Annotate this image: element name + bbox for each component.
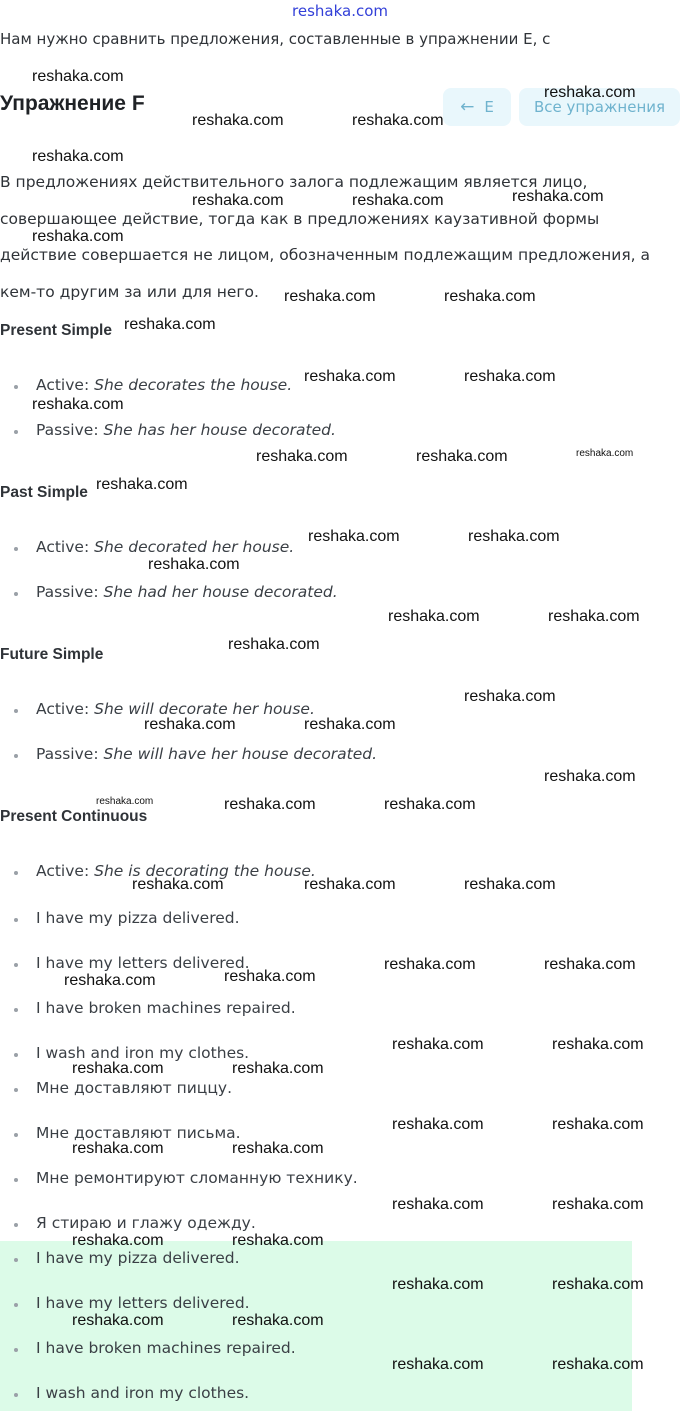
site-watermark-link[interactable]: reshaka.com (292, 2, 388, 20)
watermark-text: reshaka.com (548, 608, 640, 625)
section-heading: Past Simple (0, 484, 88, 501)
item-label: Active: (36, 862, 90, 880)
watermark-text: reshaka.com (304, 876, 396, 893)
clipped-text-line (0, 138, 380, 144)
watermark-text: reshaka.com (72, 1140, 164, 1157)
watermark-text: reshaka.com (392, 1036, 484, 1053)
watermark-text: reshaka.com (416, 448, 508, 465)
watermark-text: reshaka.com (304, 716, 396, 733)
watermark-text: reshaka.com (32, 228, 124, 245)
list-item: I wash and iron my clothes. (14, 1044, 249, 1062)
watermark-text: reshaka.com (192, 112, 284, 129)
list-item: I have my pizza delivered. (14, 909, 240, 927)
list-item (14, 583, 338, 601)
answer-item: I have my letters delivered. (14, 1294, 250, 1312)
list-item: I have broken machines repaired. (14, 999, 296, 1017)
watermark-text: reshaka.com (352, 112, 444, 129)
list-item (14, 421, 336, 439)
paragraph-line: В предложениях действительного залога подлежащим является лицо, (0, 173, 588, 191)
watermark-text: reshaka.com (32, 396, 124, 413)
paragraph-line: действие совершается не лицом, обозначенным подлежащим предложения, а (0, 246, 650, 264)
watermark-text: reshaka.com (308, 528, 400, 545)
all-exercises-label: Все упражнения (533, 98, 666, 116)
item-example: She decorates the house. (94, 376, 293, 394)
item-example: She has her house decorated. (103, 421, 336, 439)
watermark-text: reshaka.com (392, 1196, 484, 1213)
item-example: She decorated her house. (94, 538, 295, 556)
watermark-text: reshaka.com (72, 1232, 164, 1249)
prev-exercise-label: E (484, 98, 494, 116)
watermark-text: reshaka.com (552, 1196, 644, 1213)
paragraph-line: кем-то другим за или для него. (0, 282, 259, 301)
item-example: She will have her house decorated. (103, 745, 378, 763)
item-label: Passive: (36, 745, 99, 763)
section-heading: Present Continuous (0, 808, 148, 825)
list-item: Мне ремонтируют сломанную технику. (14, 1169, 358, 1187)
answer-item: I have broken machines repaired. (14, 1339, 296, 1357)
item-label: Active: (36, 538, 90, 556)
watermark-text: reshaka.com (392, 1356, 484, 1373)
answer-item: I wash and iron my clothes. (14, 1384, 249, 1402)
intro-text: Нам нужно сравнить предложения, составленные в упражнении E, с (0, 30, 551, 48)
watermark-text: reshaka.com (32, 148, 124, 165)
watermark-text: reshaka.com (392, 1276, 484, 1293)
watermark-text: reshaka.com (576, 448, 634, 459)
item-label: Passive: (36, 583, 99, 601)
watermark-text: reshaka.com (232, 1140, 324, 1157)
watermark-text: reshaka.com (192, 192, 284, 209)
list-item: Мне доставляют письма. (14, 1124, 241, 1142)
watermark-text: reshaka.com (232, 1060, 324, 1077)
watermark-text: reshaka.com (144, 716, 236, 733)
list-item: Мне доставляют пиццу. (14, 1079, 232, 1097)
section-heading: Future Simple (0, 646, 104, 663)
watermark-text: reshaka.com (468, 528, 560, 545)
watermark-text: reshaka.com (552, 1276, 644, 1293)
watermark-text: reshaka.com (64, 972, 156, 989)
list-item (14, 538, 294, 556)
watermark-text: reshaka.com (544, 956, 636, 973)
watermark-text: reshaka.com (96, 796, 154, 807)
watermark-text: reshaka.com (232, 1312, 324, 1329)
section-heading: Present Simple (0, 322, 112, 339)
watermark-text: reshaka.com (384, 956, 476, 973)
watermark-text: reshaka.com (224, 796, 316, 813)
watermark-text: reshaka.com (124, 316, 216, 333)
watermark-text: reshaka.com (552, 1116, 644, 1133)
watermark-text: reshaka.com (72, 1060, 164, 1077)
watermark-text: reshaka.com (444, 288, 536, 305)
item-example: She is decorating the house. (94, 862, 316, 880)
watermark-text: reshaka.com (464, 688, 556, 705)
item-example: She had her house decorated. (103, 583, 338, 601)
prev-exercise-button[interactable] (443, 88, 511, 126)
watermark-text: reshaka.com (148, 556, 240, 573)
watermark-text: reshaka.com (96, 476, 188, 493)
item-label: Active: (36, 376, 90, 394)
answer-item: I have my pizza delivered. (14, 1249, 240, 1267)
watermark-text: reshaka.com (284, 288, 376, 305)
watermark-text: reshaka.com (352, 192, 444, 209)
list-item: Я стираю и глажу одежду. (14, 1214, 256, 1232)
list-item (14, 745, 377, 763)
paragraph-line: совершающее действие, тогда как в предложениях каузативной формы (0, 209, 600, 228)
list-item (14, 376, 292, 394)
watermark-text: reshaka.com (132, 876, 224, 893)
arrow-left-icon: ← (460, 97, 475, 117)
watermark-text: reshaka.com (552, 1036, 644, 1053)
item-label: Active: (36, 700, 90, 718)
item-label: Passive: (36, 421, 99, 439)
item-example: She will decorate her house. (94, 700, 315, 718)
watermark-text: reshaka.com (544, 84, 636, 101)
watermark-text: reshaka.com (72, 1312, 164, 1329)
watermark-text: reshaka.com (232, 1232, 324, 1249)
watermark-text: reshaka.com (388, 608, 480, 625)
watermark-text: reshaka.com (384, 796, 476, 813)
watermark-text: reshaka.com (392, 1116, 484, 1133)
watermark-text: reshaka.com (544, 768, 636, 785)
watermark-text: reshaka.com (32, 68, 124, 85)
watermark-text: reshaka.com (224, 968, 316, 985)
page-title: Упражнение F (0, 92, 145, 115)
watermark-text: reshaka.com (228, 636, 320, 653)
watermark-text: reshaka.com (464, 368, 556, 385)
watermark-text: reshaka.com (464, 876, 556, 893)
list-item: I have my letters delivered. (14, 954, 250, 972)
watermark-text: reshaka.com (552, 1356, 644, 1373)
watermark-text: reshaka.com (304, 368, 396, 385)
watermark-text: reshaka.com (256, 448, 348, 465)
watermark-text: reshaka.com (512, 188, 604, 205)
